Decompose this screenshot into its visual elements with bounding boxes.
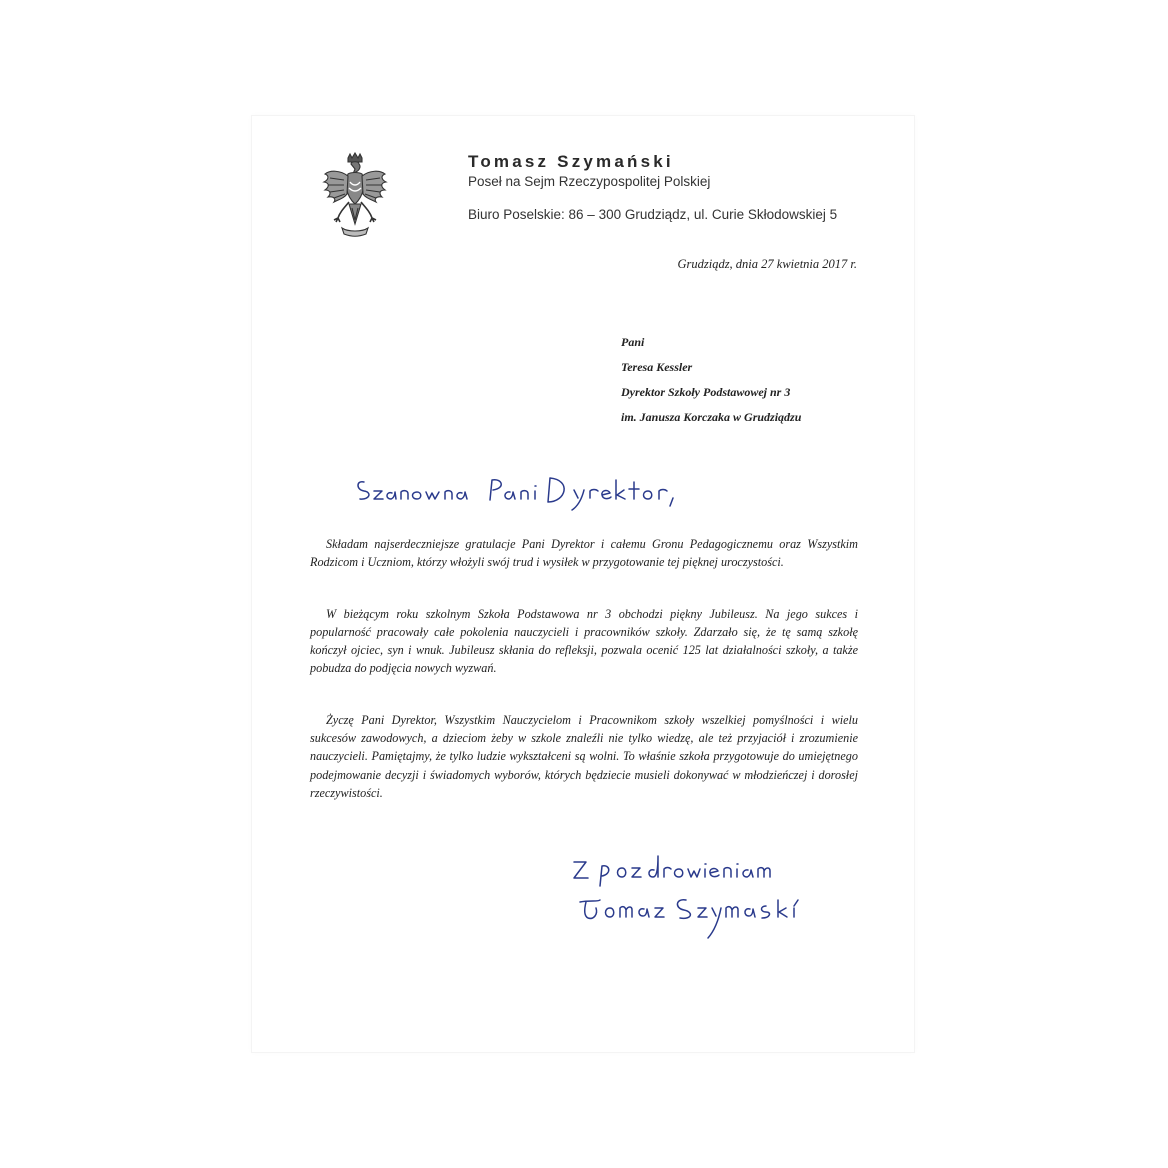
sender-title: Poseł na Sejm Rzeczypospolitej Polskiej [468,174,711,189]
letter-body [310,535,858,835]
recipient-line: Pani [621,335,645,349]
handwritten-signature [570,850,820,946]
body-paragraph: W bieżącym roku szkolnym Szkoła Podstawowa nr 3 obchodzi piękny Jubileusz. Na jego sukces i popularność pracowały całe pokolenia nauczycieli i pracowników szkoły. Zdarzało się, że tę samą szkołę kończył ojciec, syn i wnuk. Jubileusz skłania do refleksji, pozwala ocenić 125 lat działalności szkoły, a także pobudza do podjęcia nowych wyzwań. [310,606,858,676]
handwritten-salutation [352,464,692,514]
recipient-line: Teresa Kessler [621,360,693,374]
body-paragraph: Życzę Pani Dyrektor, Wszystkim Nauczycielom i Pracownikom szkoły wszelkiej pomyślności i wielu sukcesów zawodowych, a dzieciom żeby w szkole znaleźli nie tylko wiedzę, ale też przyjaciół i zrozumienie nauczycieli. Pamiętajmy, że tylko ludzie wykształceni są wolni. To właśnie szkoła przygotowuje do umiejętnego podejmowanie decyzji i świadomych wyborów, których będziecie musieli dokonywać w młodzieńczej i dorosłej rzeczywistości. [310,712,858,800]
recipient-line: Dyrektor Szkoły Podstawowej nr 3 [621,385,791,399]
polish-eagle-emblem-icon [322,152,388,238]
recipient-block [621,330,801,430]
body-paragraph: Składam najserdeczniejsze gratulacje Pani Dyrektor i całemu Gronu Pedagogicznemu oraz Wszystkim Rodzicom i Uczniom, którzy włożyli swój trud i wysiłek w przygotowanie tej pięknej uroczystości. [310,537,858,570]
letter-date: Grudziądz, dnia 27 kwietnia 2017 r. [677,257,857,271]
office-address: Biuro Poselskie: 86 – 300 Grudziądz, ul. Curie Skłodowskiej 5 [468,207,838,222]
recipient-line: im. Janusza Korczaka w Grudziądzu [621,410,802,424]
letter-page [252,116,914,1052]
sender-name: Tomasz Szymański [468,152,674,171]
